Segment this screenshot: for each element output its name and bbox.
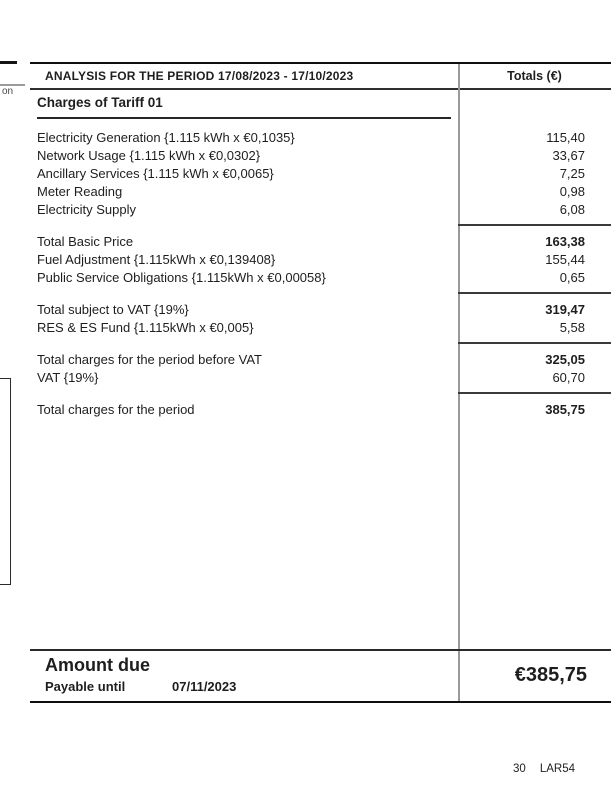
- charge-label: Meter Reading: [37, 184, 123, 199]
- table-row: [30, 147, 611, 165]
- charge-label: RES & ES Fund {1.115kWh x €0,005}: [37, 320, 254, 335]
- table-row: [30, 269, 611, 287]
- payable-until-date: 07/11/2023: [172, 679, 237, 694]
- left-margin-cutoff-box: [0, 378, 11, 585]
- charge-label: VAT {19%}: [37, 370, 99, 385]
- charge-value: 6,08: [559, 202, 585, 217]
- table-row: [30, 183, 611, 201]
- left-edge-line-fragment: [0, 61, 17, 64]
- charge-label: Total charges for the period before VAT: [37, 352, 262, 367]
- charge-value: 319,47: [545, 302, 585, 317]
- table-row: [30, 369, 611, 387]
- charge-label: Network Usage {1.115 kWh x €0,0302}: [37, 148, 261, 163]
- table-row: [30, 319, 611, 337]
- amount-due-label: Amount due: [45, 655, 150, 675]
- charge-value: 33,67: [552, 148, 585, 163]
- charge-value: 5,58: [559, 320, 585, 335]
- charge-label: Electricity Generation {1.115 kWh x €0,1035}: [37, 130, 295, 145]
- amount-due-value: €385,75: [514, 664, 587, 686]
- footer-page-number: 30: [513, 763, 526, 775]
- totals-separator-line: [30, 337, 611, 351]
- charge-label: Total charges for the period: [37, 402, 195, 417]
- period-title: ANALYSIS FOR THE PERIOD 17/08/2023 - 17/10/2023: [45, 69, 354, 83]
- charge-value: 0,65: [559, 270, 585, 285]
- charge-label: Total Basic Price: [37, 234, 134, 249]
- table-row: [30, 165, 611, 183]
- tariff-section-title: Charges of Tariff 01: [37, 95, 451, 119]
- charge-value: 385,75: [545, 402, 585, 417]
- charge-label: Ancillary Services {1.115 kWh x €0,0065}: [37, 166, 274, 181]
- charge-value: 115,40: [546, 130, 585, 145]
- totals-separator-line: [30, 387, 611, 401]
- table-row: [30, 301, 611, 319]
- page-footer: [513, 763, 575, 775]
- charge-value: 7,25: [559, 166, 585, 181]
- charge-label: Electricity Supply: [37, 202, 136, 217]
- table-row: [30, 401, 611, 419]
- charge-value: 163,38: [545, 234, 585, 249]
- totals-separator-line: [30, 219, 611, 233]
- totals-separator-line: [30, 287, 611, 301]
- table-row: [30, 351, 611, 369]
- table-row: [30, 201, 611, 219]
- table-row: [30, 251, 611, 269]
- charge-label: Public Service Obligations {1.115kWh x €0,00058}: [37, 270, 326, 285]
- totals-column-header: Totals (€): [507, 69, 562, 83]
- charge-value: 0,98: [559, 184, 585, 199]
- table-header-row: [30, 64, 611, 90]
- charge-label: Fuel Adjustment {1.115kWh x €0,139408}: [37, 252, 276, 267]
- table-row: [30, 233, 611, 251]
- column-divider: [458, 64, 460, 701]
- table-row: [30, 129, 611, 147]
- amount-due-left: [30, 651, 458, 701]
- payable-until-label: Payable until: [45, 679, 126, 694]
- charge-value: 325,05: [545, 352, 585, 367]
- charge-value: 60,70: [552, 370, 585, 385]
- charge-value: 155,44: [545, 252, 585, 267]
- footer-form-code: LAR54: [539, 763, 575, 775]
- charges-rows: [30, 129, 611, 419]
- payable-until: [45, 679, 458, 694]
- analysis-table: [30, 62, 611, 703]
- charge-label: Total subject to VAT {19%}: [37, 302, 189, 317]
- left-margin-cutoff-text: on: [2, 86, 14, 97]
- amount-due-row: [30, 649, 611, 701]
